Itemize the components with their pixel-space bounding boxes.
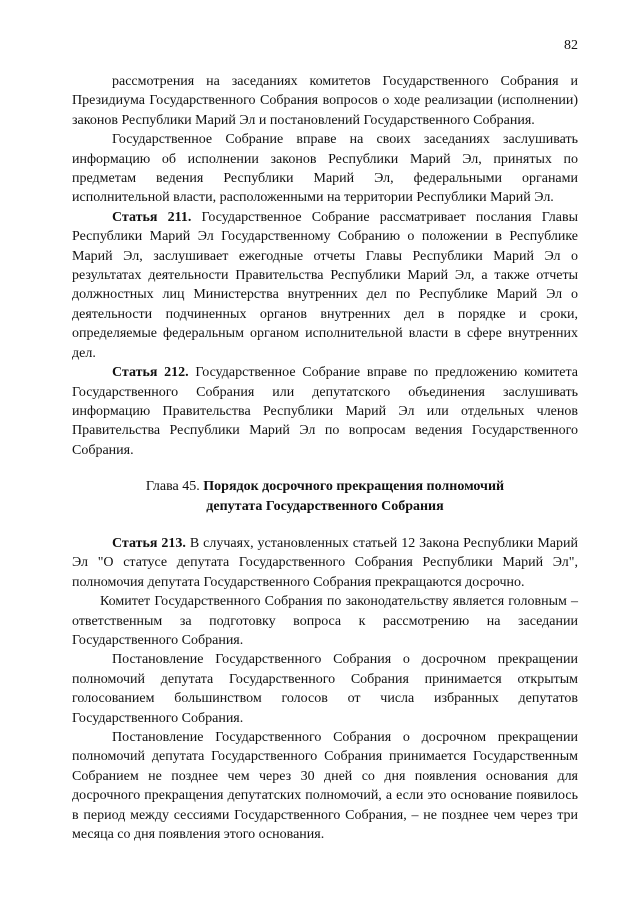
chapter-title-line-1: Порядок досрочного прекращения полномочий bbox=[203, 479, 505, 495]
chapter-title-line-2: депутата Государственного Собрания bbox=[206, 498, 444, 514]
document-body bbox=[72, 72, 578, 844]
article-213 bbox=[72, 534, 578, 592]
article-211 bbox=[72, 208, 578, 363]
paragraph bbox=[72, 592, 578, 650]
chapter-heading-line-1 bbox=[72, 477, 578, 496]
paragraph-text: Государственное Собрание вправе на своих заседаниях заслушивать информацию об исполнении законов Республики Марий Эл, принятых по предметам ведения Республики Марий Эл, федеральными органами исполнительной власти, расположенными на территории Республики Марий Эл. bbox=[72, 132, 578, 206]
page-number: 82 bbox=[564, 38, 578, 53]
chapter-heading bbox=[72, 477, 578, 516]
paragraph-text: Государственное Собрание рассматривает послания Главы Республики Марий Эл Государственному Собранию о положении в Республике Марий Эл, заслушивает ежегодные отчеты Главы Республики Марий Эл о результатах деятельности Правительства Республики Марий Эл, а также отчеты должностных лиц Министерства внутренних дел по Республике Марий Эл о деятельности подчиненных органов внутренних дел в порядке и сроки, определяемые федеральным органом исполнительной власти в сфере внутренних дел. bbox=[72, 209, 578, 361]
chapter-prefix: Глава 45. bbox=[145, 479, 204, 495]
paragraph-text: Постановление Государственного Собрания о досрочном прекращении полномочий депутата Государственного Собрания принимается открытым голосованием большинством голосов от числа избранных депутатов Государственного Собрания. bbox=[72, 652, 578, 726]
article-number: Статья 212. bbox=[112, 365, 189, 381]
paragraph-text: Государственное Собрание вправе по предложению комитета Государственного Собрания или депутатского объединения заслушивать информацию Правительства Республики Марий Эл или отдельных членов Правительства Республики Марий Эл по вопросам ведения Государственного Собрания. bbox=[72, 365, 578, 458]
paragraph bbox=[72, 728, 578, 844]
paragraph-text: Постановление Государственного Собрания о досрочном прекращении полномочий депутата Государственного Собрания принимается Государственным Собранием не позднее чем через 30 дней со дня появления основания для досрочного прекращения депутатских полномочий, а если это основание появилось в период между сессиями Государственного Собрания, – не позднее чем через три месяца со дня появления этого основания. bbox=[72, 730, 578, 843]
paragraph bbox=[72, 72, 578, 130]
article-number: Статья 213. bbox=[112, 535, 186, 551]
paragraph-text: рассмотрения на заседаниях комитетов Государственного Собрания и Президиума Государственного Собрания вопросов о ходе реализации (исполнении) законов Республики Марий Эл и постановлений Государственного Собрания. bbox=[72, 74, 578, 128]
chapter-heading-line-2 bbox=[72, 497, 578, 516]
paragraph-text: Комитет Государственного Собрания по законодательству является головным – ответственным за подготовку вопроса к рассмотрению на заседании Государственного Собрания. bbox=[72, 594, 578, 648]
paragraph bbox=[72, 650, 578, 728]
article-212 bbox=[72, 363, 578, 460]
paragraph bbox=[72, 130, 578, 208]
paragraph-text: В случаях, установленных статьей 12 Закона Республики Марий Эл "О статусе депутата Государственного Собрания Республики Марий Эл", полномочия депутата Государственного Собрания прекращаются досрочно. bbox=[72, 535, 578, 590]
article-number: Статья 211. bbox=[112, 209, 192, 225]
